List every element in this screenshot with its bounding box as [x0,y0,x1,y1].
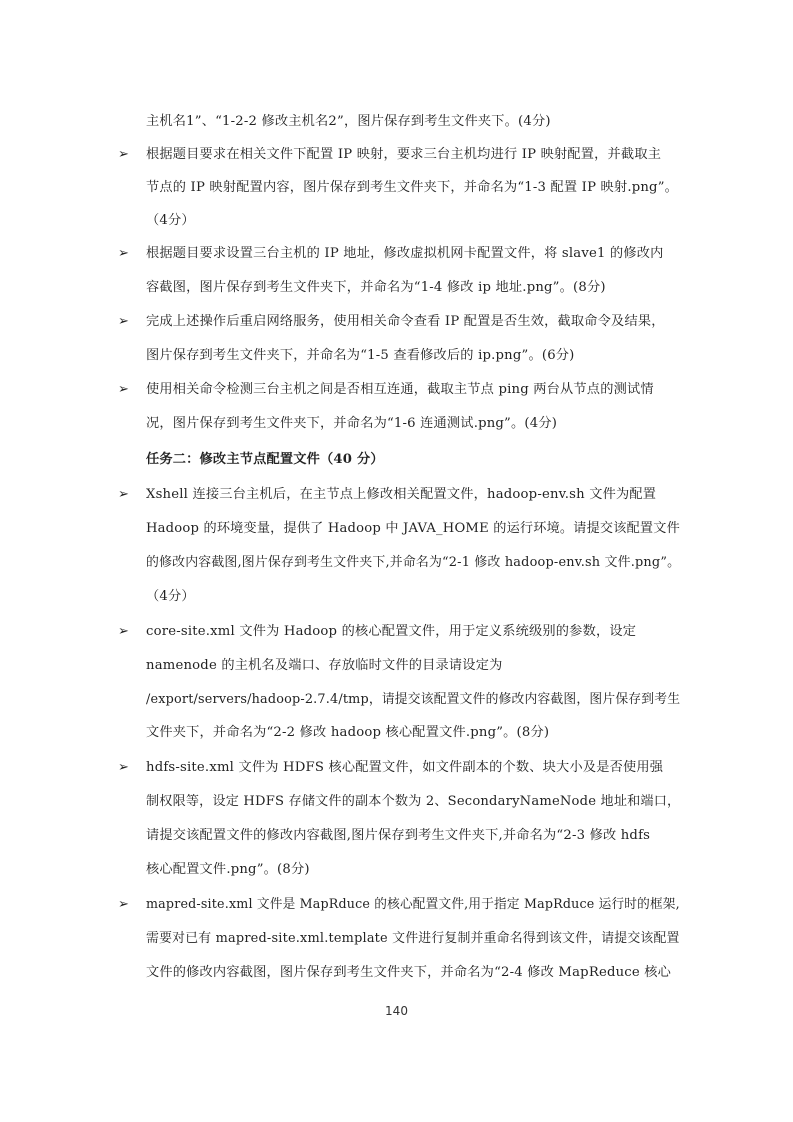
text-line: 文件夹下，并命名为“2-2 修改 hadoop 核心配置文件.png”。(8分) [146,725,550,740]
bullet-arrow-icon: ➢ [118,246,129,261]
text-line: Xshell 连接三台主机后，在主节点上修改相关配置文件，hadoop-env.sh 文件为配置 [146,487,657,502]
text-line: 节点的 IP 映射配置内容，图片保存到考生文件夹下，并命名为“1-3 配置 IP 映射.png”。 [146,180,679,195]
text-line: 根据题目要求在相关文件下配置 IP 映射，要求三台主机均进行 IP 映射配置，并截取主 [146,147,662,162]
text-line: core-site.xml 文件为 Hadoop 的核心配置文件，用于定义系统级别的参数，设定 [146,624,637,639]
text-line: 图片保存到考生文件夹下，并命名为“1-5 查看修改后的 ip.png”。(6分) [146,348,575,363]
text-line: 主机名1”、“1-2-2 修改主机名2”，图片保存到考生文件夹下。(4分) [146,114,551,129]
text-line: Hadoop 的环境变量，提供了 Hadoop 中 JAVA_HOME 的运行环境。请提交该配置文件 [146,521,680,536]
bullet-arrow-icon: ➢ [118,897,129,912]
text-line: 的修改内容截图,图片保存到考生文件夹下,并命名为“2-1 修改 hadoop-env.sh 文件.png”。 [146,555,681,570]
bullet-arrow-icon: ➢ [118,760,129,775]
section-heading: 任务二：修改主节点配置文件（40 分） [146,452,384,467]
text-line: 制权限等，设定 HDFS 存储文件的副本个数为 2、SecondaryNameNode 地址和端口， [146,794,681,809]
text-line: 核心配置文件.png”。(8分) [146,862,310,877]
bullet-arrow-icon: ➢ [118,487,129,502]
text-line: 完成上述操作后重启网络服务，使用相关命令查看 IP 配置是否生效，截取命令及结果， [146,314,665,329]
text-line: 使用相关命令检测三台主机之间是否相互连通，截取主节点 ping 两台从节点的测试情 [146,382,654,397]
page-number: 140 [385,1004,408,1018]
text-line: /export/servers/hadoop-2.7.4/tmp，请提交该配置文件的修改内容截图，图片保存到考生 [146,692,681,707]
text-line: hdfs-site.xml 文件为 HDFS 核心配置文件，如文件副本的个数、块大小及是否使用强 [146,760,664,775]
text-line: mapred-site.xml 文件是 MapRduce 的核心配置文件,用于指定 MapRduce 运行时的框架, [146,897,680,912]
text-line: （4分） [146,589,195,604]
bullet-arrow-icon: ➢ [118,147,129,162]
text-line: 请提交该配置文件的修改内容截图,图片保存到考生文件夹下,并命名为“2-3 修改 hdfs [146,828,651,843]
text-line: 况，图片保存到考生文件夹下，并命名为“1-6 连通测试.png”。(4分) [146,416,558,431]
bullet-arrow-icon: ➢ [118,382,129,397]
bullet-arrow-icon: ➢ [118,624,129,639]
text-line: namenode 的主机名及端口、存放临时文件的目录请设定为 [146,658,503,673]
text-line: 容截图，图片保存到考生文件夹下，并命名为“1-4 修改 ip 地址.png”。(8分) [146,280,606,295]
text-line: （4分） [146,213,195,228]
bullet-arrow-icon: ➢ [118,314,129,329]
text-line: 需要对已有 mapred-site.xml.template 文件进行复制并重命名得到该文件，请提交该配置 [146,931,680,946]
text-line: 根据题目要求设置三台主机的 IP 地址，修改虚拟机网卡配置文件，将 slave1 的修改内 [146,246,664,261]
text-line: 文件的修改内容截图，图片保存到考生文件夹下，并命名为“2-4 修改 MapReduce 核心 [146,965,672,980]
